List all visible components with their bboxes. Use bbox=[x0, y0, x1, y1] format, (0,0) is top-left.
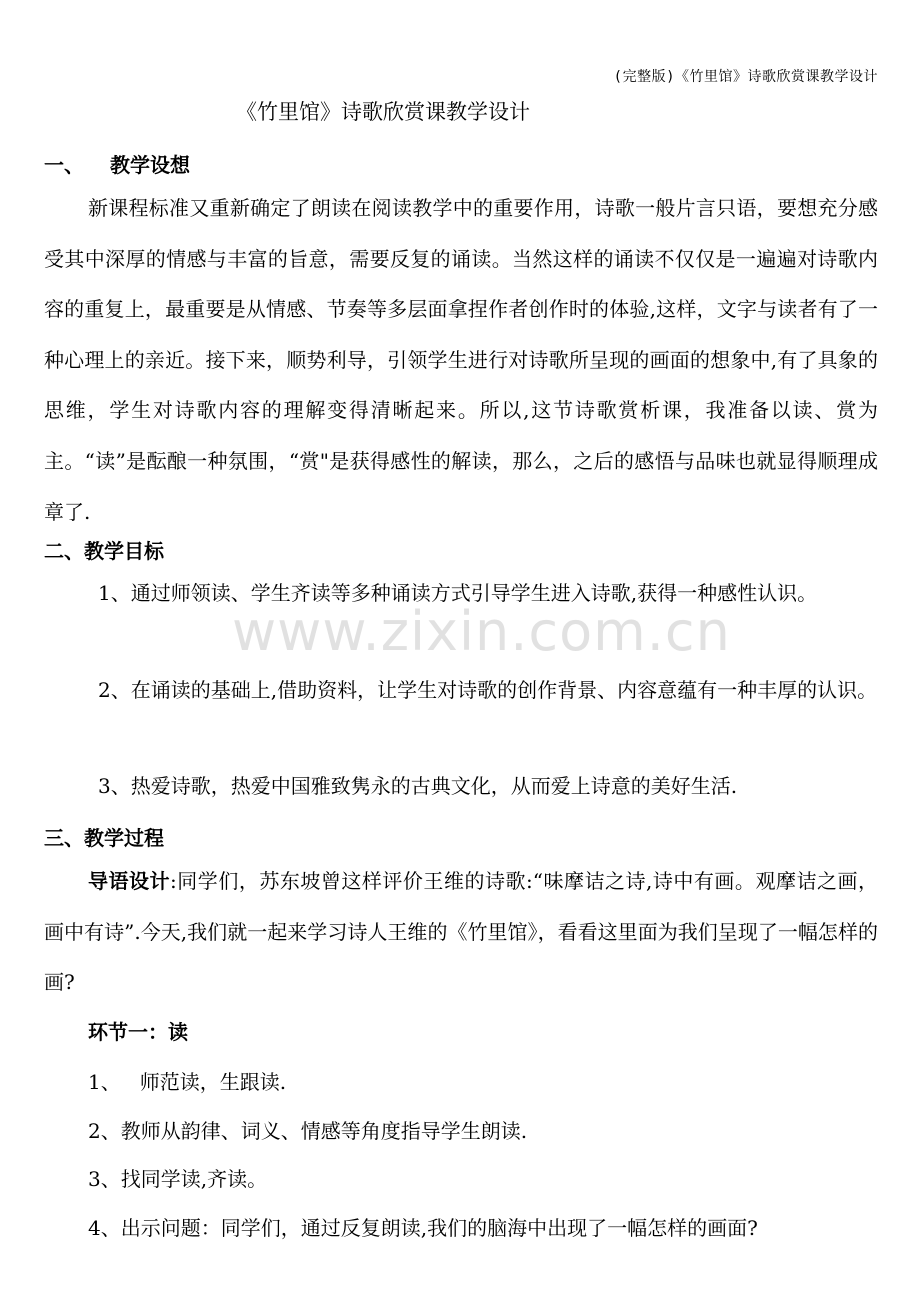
intro-text: :同学们，苏东坡曾这样评价王维的诗歌:“味摩诘之诗,诗中有画。观摩诘之画，画中有诗”.今天,我们就一起来学习诗人王维的《竹里馆》，看看这里面为我们呈现了一幅怎样的画? bbox=[44, 869, 878, 995]
process-step-3: 3、找同学读,齐读。 bbox=[88, 1167, 268, 1191]
objective-item-3: 3、热爱诗歌，热爱中国雅致隽永的古典文化，从而爱上诗意的美好生活. bbox=[98, 774, 738, 798]
intro-paragraph bbox=[44, 856, 878, 1008]
process-step-4: 4、出示问题：同学们，通过反复朗读,我们的脑海中出现了一幅怎样的画面? bbox=[88, 1216, 758, 1240]
section-heading-1 bbox=[44, 149, 190, 178]
objective-item-2: 2、在诵读的基础上,借助资料，让学生对诗歌的创作背景、内容意蕴有一种丰厚的认识。 bbox=[98, 678, 878, 702]
process-step-2: 2、教师从韵律、词义、情感等角度指导学生朗读. bbox=[88, 1119, 528, 1143]
intro-label: 导语设计 bbox=[88, 869, 171, 893]
stage-title: 环节一：读 bbox=[88, 1020, 188, 1044]
section-heading-text: 教学设想 bbox=[110, 153, 190, 177]
section-1-paragraph: 新课程标准又重新确定了朗读在阅读教学中的重要作用，诗歌一般片言只语，要想充分感受其中深厚的情感与丰富的旨意，需要反复的诵读。当然这样的诵读不仅仅是一遍遍对诗歌内容的重复上，最重要是从情感、节奏等多层面拿捏作者创作时的体验,这样，文字与读者有了一种心理上的亲近。接下来，顺势利导，引领学生进行对诗歌所呈现的画面的想象中,有了具象的思维，学生对诗歌内容的理解变得清晰起来。所以,这节诗歌赏析课，我准备以读、赏为主。“读”是酝酿一种氛围，“赏"是获得感性的解读，那么，之后的感悟与品味也就显得顺理成章了. bbox=[44, 196, 878, 524]
section-heading-2: 二、教学目标 bbox=[44, 539, 164, 563]
process-step-1: 1、 师范读，生跟读. bbox=[88, 1070, 287, 1094]
watermark: www.zixin.com.cn bbox=[232, 600, 731, 663]
section-number: 一、 bbox=[44, 153, 84, 177]
objective-item-1: 1、通过师领读、学生齐读等多种诵读方式引导学生进入诗歌,获得一种感性认识。 bbox=[98, 581, 818, 605]
running-header: (完整版)《竹里馆》诗歌欣赏课教学设计 bbox=[613, 69, 878, 85]
document-title: 《竹里馆》诗歌欣赏课教学设计 bbox=[236, 100, 530, 124]
section-heading-3: 三、教学过程 bbox=[44, 826, 164, 850]
